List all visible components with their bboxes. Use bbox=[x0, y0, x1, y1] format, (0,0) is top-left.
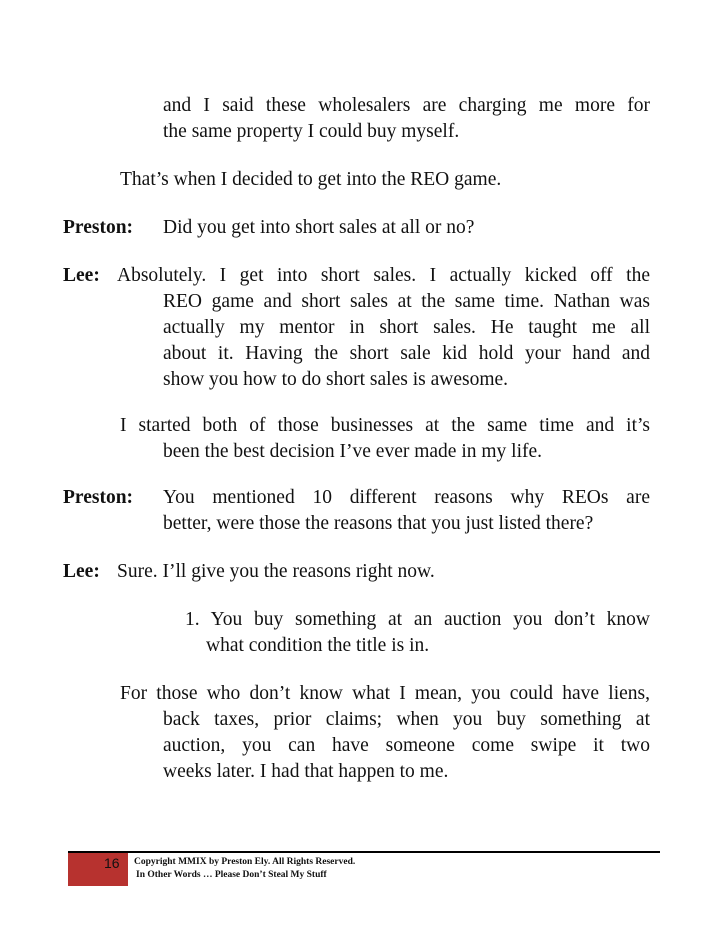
speaker-label: Preston: bbox=[63, 217, 134, 238]
text-line: been the best decision I’ve ever made in my life. bbox=[163, 441, 543, 462]
text-line: the same property I could buy myself. bbox=[163, 121, 460, 142]
footer-copyright: Copyright MMIX by Preston Ely. All Rights Reserved. bbox=[134, 857, 356, 867]
page-number: 16 bbox=[104, 855, 120, 871]
text-line: show you how to do short sales is awesome. bbox=[163, 369, 509, 390]
list-item: 1. You buy something at an auction you don’t know bbox=[185, 609, 650, 630]
speaker-label: Lee: bbox=[63, 265, 100, 286]
text-line: Did you get into short sales at all or no? bbox=[163, 217, 475, 238]
text-line: Sure. I’ll give you the reasons right now. bbox=[117, 561, 435, 582]
footer-rule bbox=[68, 851, 660, 853]
text-line: REO game and short sales at the same time. Nathan was bbox=[163, 291, 650, 312]
text-line: back taxes, prior claims; when you buy something at bbox=[163, 709, 650, 730]
text-line: auction, you can have someone come swipe it two bbox=[163, 735, 650, 756]
text-line: what condition the title is in. bbox=[206, 635, 430, 656]
speaker-label: Preston: bbox=[63, 487, 134, 508]
footer-tagline: In Other Words … Please Don’t Steal My Stuff bbox=[136, 870, 327, 880]
text-line: and I said these wholesalers are charging me more for bbox=[163, 95, 650, 116]
text-line: weeks later. I had that happen to me. bbox=[163, 761, 449, 782]
text-line: You mentioned 10 different reasons why REOs are bbox=[163, 487, 650, 508]
text-line: actually my mentor in short sales. He taught me all bbox=[163, 317, 650, 338]
text-line: For those who don’t know what I mean, you could have liens, bbox=[120, 683, 650, 704]
text-line: I started both of those businesses at the same time and it’s bbox=[120, 415, 650, 436]
text-line: about it. Having the short sale kid hold your hand and bbox=[163, 343, 650, 364]
speaker-label: Lee: bbox=[63, 561, 100, 582]
text-line: better, were those the reasons that you just listed there? bbox=[163, 513, 594, 534]
text-line: Absolutely. I get into short sales. I actually kicked off the bbox=[117, 265, 650, 286]
text-line: That’s when I decided to get into the REO game. bbox=[120, 169, 502, 190]
